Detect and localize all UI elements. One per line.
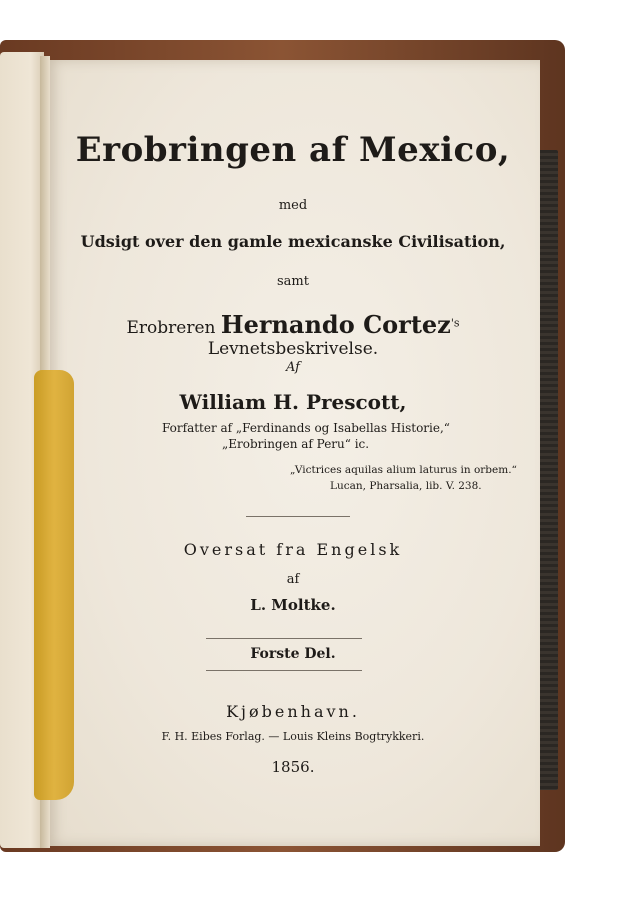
- divider-rule-2: [206, 638, 362, 639]
- by-label: Af: [286, 360, 300, 375]
- author-works-line1: Forfatter af „Ferdinands og Isabellas Historie,“: [162, 421, 450, 435]
- conqueror-prefix: Erobreren: [126, 318, 216, 338]
- title-page: [46, 60, 540, 846]
- conqueror-line: [46, 310, 540, 359]
- translated-from: Oversat fra Engelsk: [183, 540, 403, 559]
- conqueror-name: Hernando Cortez: [220, 310, 451, 339]
- publisher-line: F. H. Eibes Forlag. — Louis Kleins Bogtrykkeri.: [161, 730, 425, 743]
- publication-year: 1856.: [271, 758, 315, 776]
- part-label: Forste Del.: [250, 646, 336, 662]
- epigraph: [290, 462, 517, 494]
- by-label-2: af: [286, 572, 300, 587]
- publication-city: Kjøbenhavn.: [226, 702, 360, 721]
- biography-word: Levnetsbeskrivelse.: [207, 339, 379, 359]
- book-title: Erobringen af Mexico,: [75, 130, 511, 170]
- author-works-line2: „Erobringen af Peru“ ic.: [222, 437, 370, 451]
- translator-name: L. Moltke.: [250, 596, 336, 614]
- epigraph-text: „Victrices aquilas alium laturus in orbem.“: [290, 464, 517, 476]
- divider-rule-1: [246, 516, 350, 517]
- epigraph-source: Lucan, Pharsalia, lib. V. 238.: [330, 480, 482, 492]
- author-works: [162, 420, 450, 452]
- conqueror-suffix: 's: [450, 316, 460, 330]
- book-subtitle: Udsigt over den gamle mexicanske Civilisation,: [80, 232, 506, 251]
- divider-rule-3: [206, 670, 362, 671]
- author-name: William H. Prescott,: [179, 390, 407, 414]
- connector-med: med: [278, 198, 308, 213]
- connector-samt: samt: [277, 274, 309, 289]
